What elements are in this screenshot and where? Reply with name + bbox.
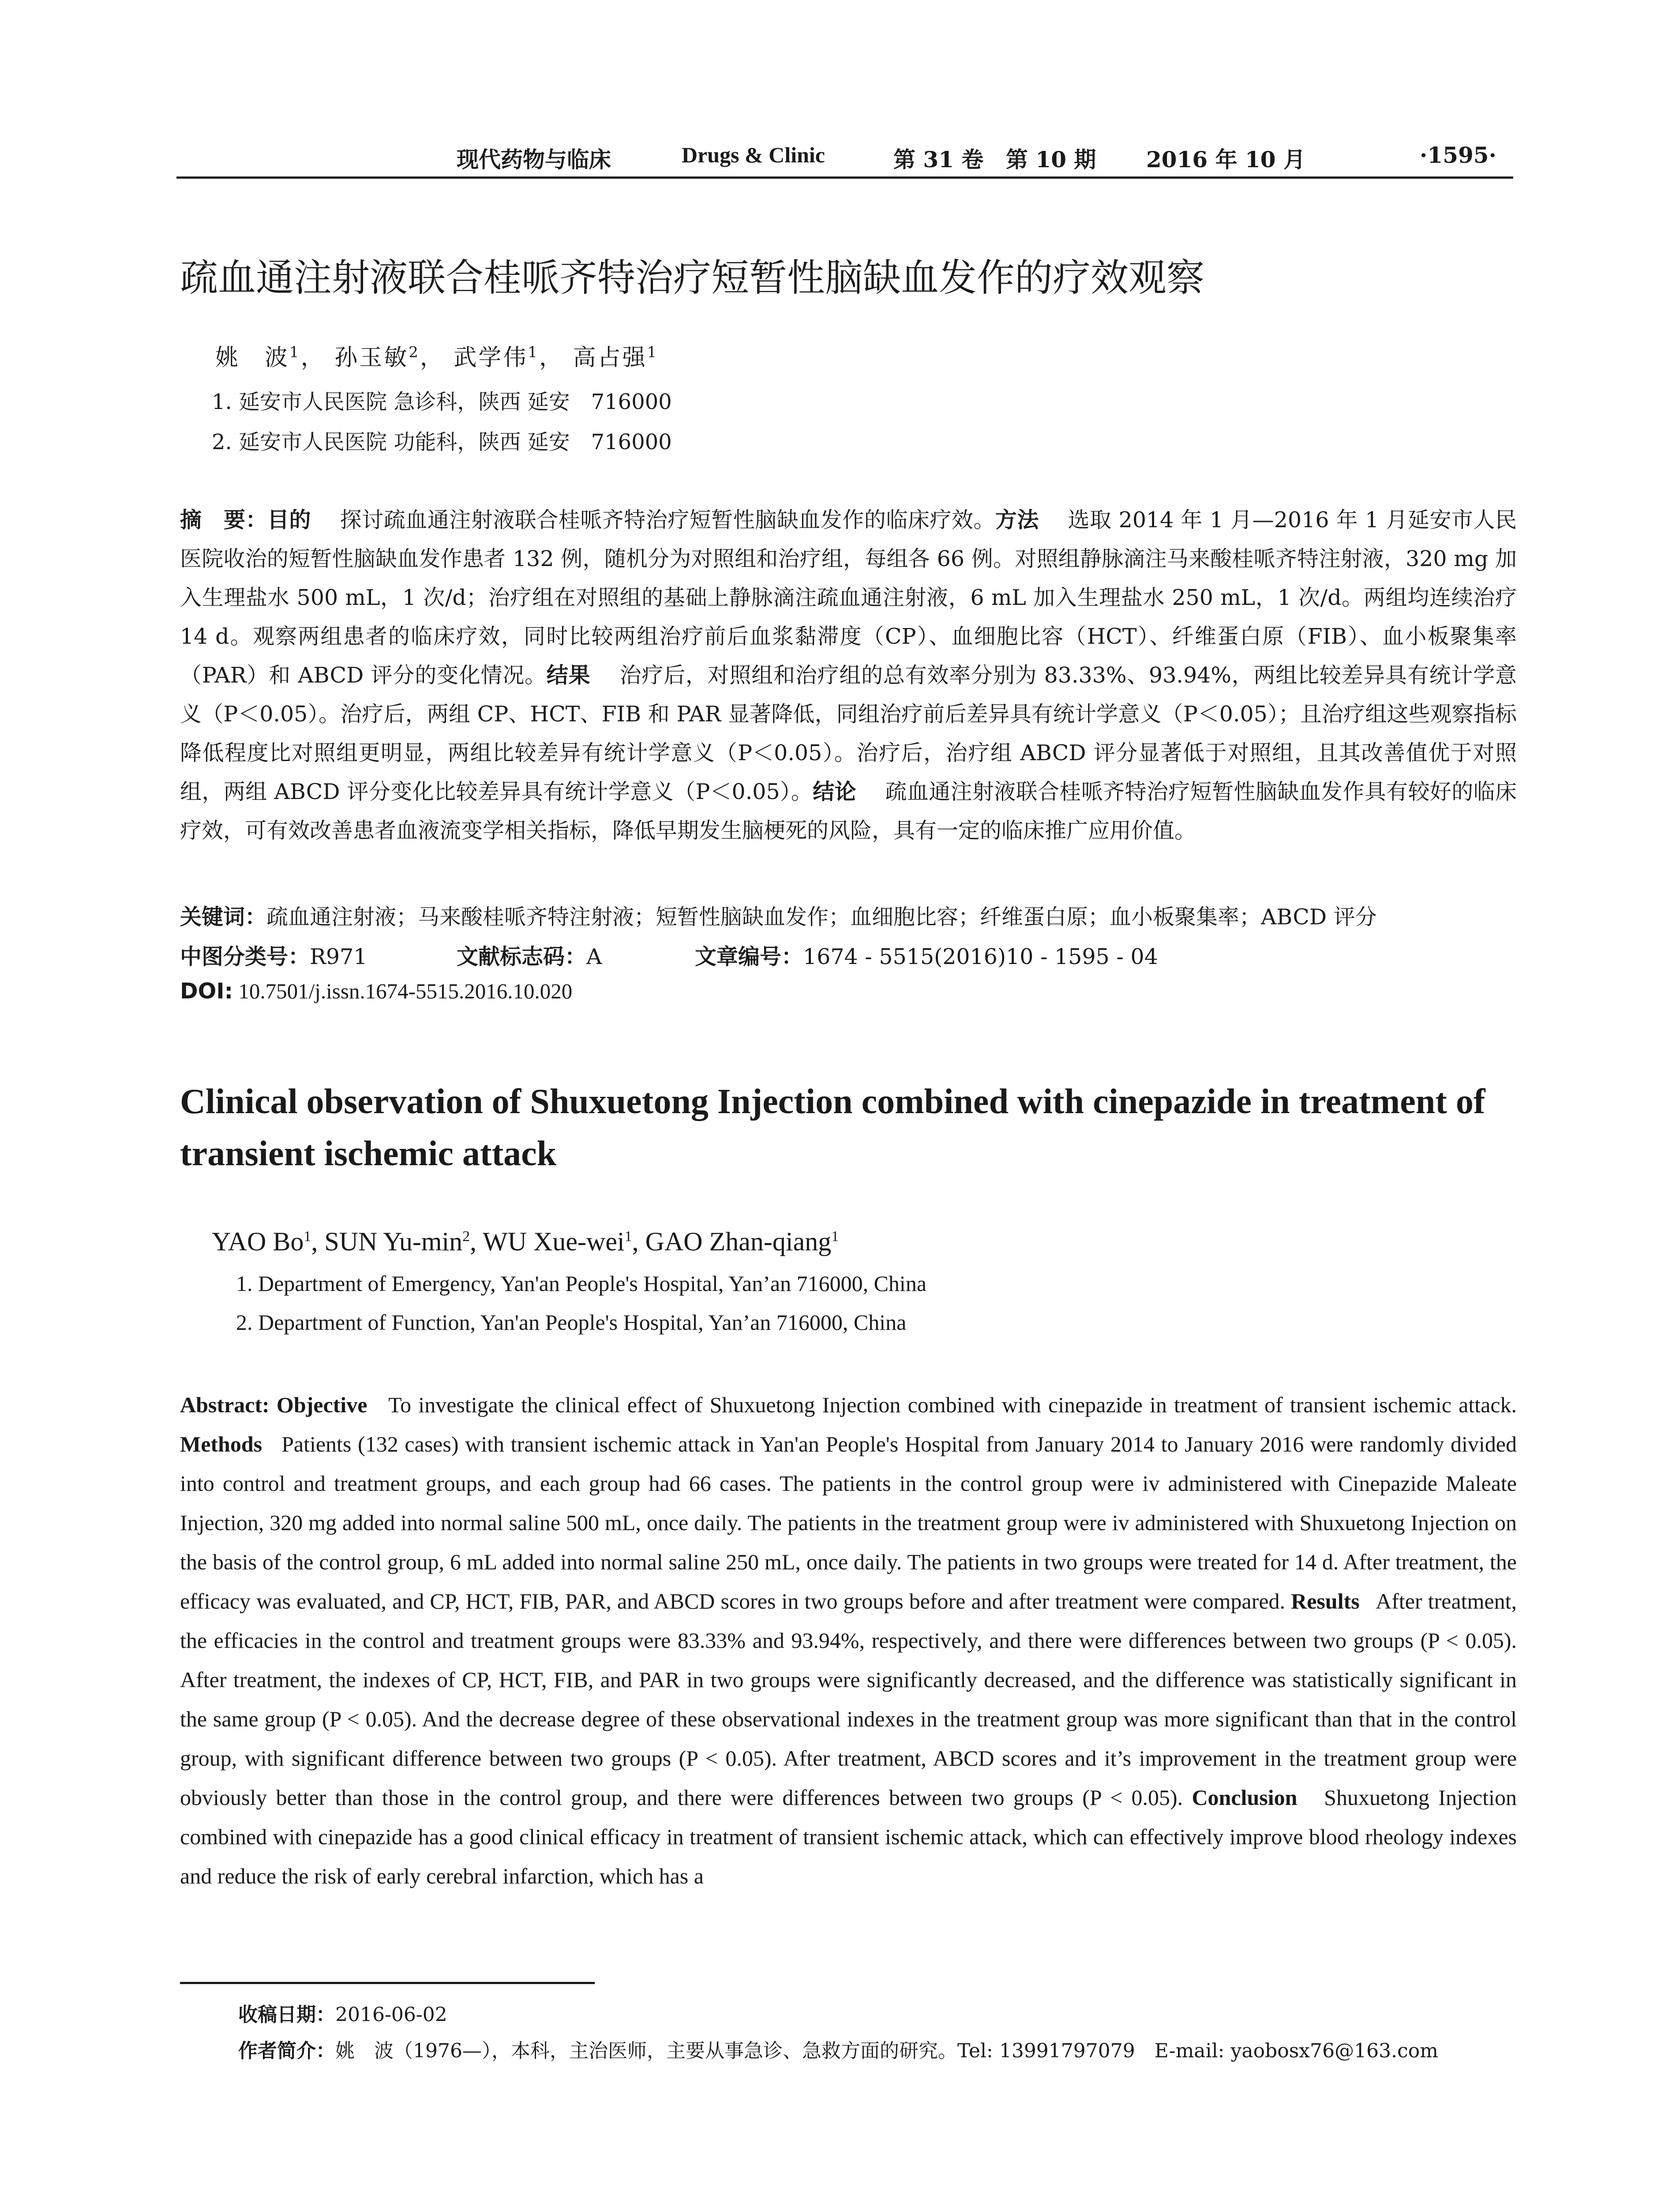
journal-issue: 第 10 期 [1006, 146, 1096, 173]
keywords-label: 关键词： [180, 904, 267, 930]
journal-date: 2016 年 10 月 [1146, 146, 1305, 173]
received-date [238, 1999, 447, 2027]
chinese-abstract [180, 501, 1517, 850]
author-affiliation-mark: 1 [831, 1228, 839, 1245]
document-code [457, 940, 602, 971]
english-title: Clinical observation of Shuxuetong Injection combined with cinepazide in treatment of transient ischemic attack [180, 1082, 1485, 1173]
conclusion-text: 疏血通注射液联合桂哌齐特治疗短暂性脑缺血发作具有较好的临床疗效，可有效改善患者血液流变学相关指标，降低早期发生脑梗死的风险，具有一定的临床推广应用价值。 [180, 779, 1517, 843]
journal-name-en: Drugs & Clinic [682, 143, 825, 167]
journal-volume: 第 31 卷 [893, 146, 984, 173]
english-affiliation-1: 1. Department of Emergency, Yan'an People's Hospital, Yan’an 716000, China [236, 1271, 927, 1296]
author-bio-text: 姚 波（1976—），本科，主治医师，主要从事急诊、急救方面的研究。Tel: 13991797079 E-mail: yaobosx76@163.com [335, 2040, 1438, 2062]
doc-code-value: A [586, 944, 602, 969]
chinese-keywords [180, 900, 1377, 931]
author-affiliation-mark: 2 [409, 343, 420, 361]
article-number [695, 940, 1158, 971]
english-affiliation-2: 2. Department of Function, Yan'an People's Hospital, Yan’an 716000, China [236, 1310, 907, 1335]
author-name: SUN Yu-min [324, 1227, 463, 1256]
doi-label: DOI: [180, 979, 233, 1004]
doc-code-label: 文献标志码： [457, 944, 587, 969]
author-affiliation-mark: 1 [624, 1228, 632, 1245]
methods-label: Methods [180, 1432, 262, 1456]
objective-label: Objective [276, 1392, 368, 1417]
author-name: YAO Bo [212, 1227, 304, 1256]
article-no-value: 1674 - 5515(2016)10 - 1595 - 04 [803, 944, 1158, 969]
doi-value: 10.7501/j.issn.1674-5515.2016.10.020 [238, 979, 573, 1003]
keywords-text: 疏血通注射液；马来酸桂哌齐特注射液；短暂性脑缺血发作；血细胞比容；纤维蛋白原；血小板聚集率；ABCD 评分 [266, 904, 1377, 930]
chinese-affiliation-1: 1. 延安市人民医院 急诊科，陕西 延安 716000 [212, 390, 672, 414]
results-label: Results [1291, 1589, 1360, 1613]
objective-text: 探讨疏血通注射液联合桂哌齐特治疗短暂性脑缺血发作的临床疗效。 [340, 507, 995, 533]
chinese-affiliation-2: 2. 延安市人民医院 功能科，陕西 延安 716000 [212, 430, 672, 454]
journal-name-cn: 现代药物与临床 [457, 146, 611, 173]
abstract-label: Abstract: [180, 1392, 270, 1417]
author-affiliation-mark: 1 [647, 343, 659, 361]
author-name: WU Xue-wei [483, 1227, 625, 1256]
author-name: 高占强 [573, 345, 647, 371]
objective-text: To investigate the clinical effect of Shuxuetong Injection combined with cinepazide in treatment of transient ischemic attack. [388, 1392, 1517, 1417]
abstract-label: 摘 要： [180, 507, 268, 533]
author-bio [238, 2035, 1438, 2063]
article-no-label: 文章编号： [695, 944, 803, 969]
conclusion-label: Conclusion [1192, 1785, 1298, 1810]
english-authors: YAO Bo$^1$, SUN $Yu-\min^2$, WU Xue-wei$^1$, GAO Zhan-qiang$^1$ [212, 1227, 839, 1256]
author-name: 武学伟 [454, 345, 528, 371]
methods-text: Patients (132 cases) with transient ischemic attack in Yan'an People's Hospital from January 2014 to January 2016 were randomly divided into control and treatment groups, and each group had 66 cases. The patients in the control group were iv administered with Cinepazide Maleate Injection, 320 mg added into normal saline 500 mL, once daily. The patients in the treatment group were iv administered with Shuxuetong Injection on the basis of the control group, 6 mL added into normal saline 250 mL, once daily. The patients in two groups were treated for 14 d. After treatment, the efficacy was evaluated, and CP, HCT, FIB, PAR, and ABCD scores in two groups before and after treatment were compared. [180, 1432, 1517, 1613]
received-value: 2016-06-02 [335, 2003, 447, 2026]
results-text: 治疗后，对照组和治疗组的总有效率分别为 83.33%、93.94%，两组比较差异具有统计学意义（P＜0.05）。治疗后，两组 CP、HCT、FIB 和 PAR 显著降低，同组治疗前后差异具有统计学意义（P＜0.05）；且治疗组这些观察指标降低程度比对照组更明显，两组比较差异有统计学意义（P＜0.05）。治疗后，治疗组 ABCD 评分显著低于对照组，且其改善值优于对照组，两组 ABCD 评分变化比较差异具有统计学意义（P＜0.05）。 [180, 663, 1517, 804]
author-affiliation-mark: 1 [528, 343, 540, 361]
conclusion-text: Shuxuetong Injection combined with cinepazide has a good clinical efficacy in treatment of transient ischemic attack, which can effectively improve blood rheology indexes and reduce the risk of early cerebral infarction, which has a [180, 1785, 1517, 1888]
footnote-rule [180, 1982, 595, 1984]
page-number: ·1595· [1420, 142, 1496, 168]
conclusion-label: 结论 [813, 779, 857, 804]
classification-line [180, 940, 367, 971]
author-name: 孙玉敏 [334, 345, 409, 371]
chinese-title: 疏血通注射液联合桂哌齐特治疗短暂性脑缺血发作的疗效观察 [180, 256, 1204, 300]
chinese-authors: 姚 波$^1$， 孙玉敏$^2$， 武学伟$^1$， 高占强$^1$ [215, 343, 659, 371]
received-label: 收稿日期： [238, 2003, 335, 2026]
author-affiliation-mark: 1 [289, 343, 301, 361]
author-affiliation-mark: 1 [304, 1228, 311, 1245]
clc-value: R971 [310, 944, 368, 969]
methods-text: 选取 2014 年 1 月—2016 年 1 月延安市人民医院收治的短暂性脑缺血发作患者 132 例，随机分为对照组和治疗组，每组各 66 例。对照组静脉滴注马来酸桂哌齐特注射液，320 mg 加入生理盐水 500 mL，1 次/d；治疗组在对照组的基础上静脉滴注疏血通注射液，6 mL 加入生理盐水 250 mL，1 次/d。两组均连续治疗 14 d。观察两组患者的临床疗效，同时比较两组治疗前后血浆黏滞度（CP）、血细胞比容（HCT）、纤维蛋白原（FIB）、血小板聚集率（PAR）和 ABCD 评分的变化情况。 [180, 507, 1517, 688]
author-name: GAO Zhan-qiang [645, 1227, 832, 1256]
author-name: 姚 波 [215, 345, 290, 371]
clc-label: 中图分类号： [180, 944, 310, 969]
doi-line [180, 979, 572, 1004]
header-rule [176, 176, 1513, 179]
author-bio-label: 作者简介： [238, 2040, 335, 2062]
results-label: 结果 [546, 663, 591, 688]
english-abstract [180, 1385, 1517, 1896]
objective-label: 目的 [267, 507, 311, 533]
results-text: After treatment, the efficacies in the control and treatment groups were 83.33% and 93.94%, respectively, and there were differences between two groups (P < 0.05). After treatment, the indexes of CP, HCT, FIB, and PAR in two groups were significantly decreased, and the difference was statistically significant in the same group (P < 0.05). And the decrease degree of these observational indexes in the treatment group was more significant than that in the control group, with significant difference between two groups (P < 0.05). After treatment, ABCD scores and it’s improvement in the treatment group were obviously better than those in the control group, and there were differences between two groups (P < 0.05). [180, 1589, 1517, 1810]
author-affiliation-mark: 2 [462, 1228, 470, 1245]
methods-label: 方法 [995, 507, 1039, 533]
